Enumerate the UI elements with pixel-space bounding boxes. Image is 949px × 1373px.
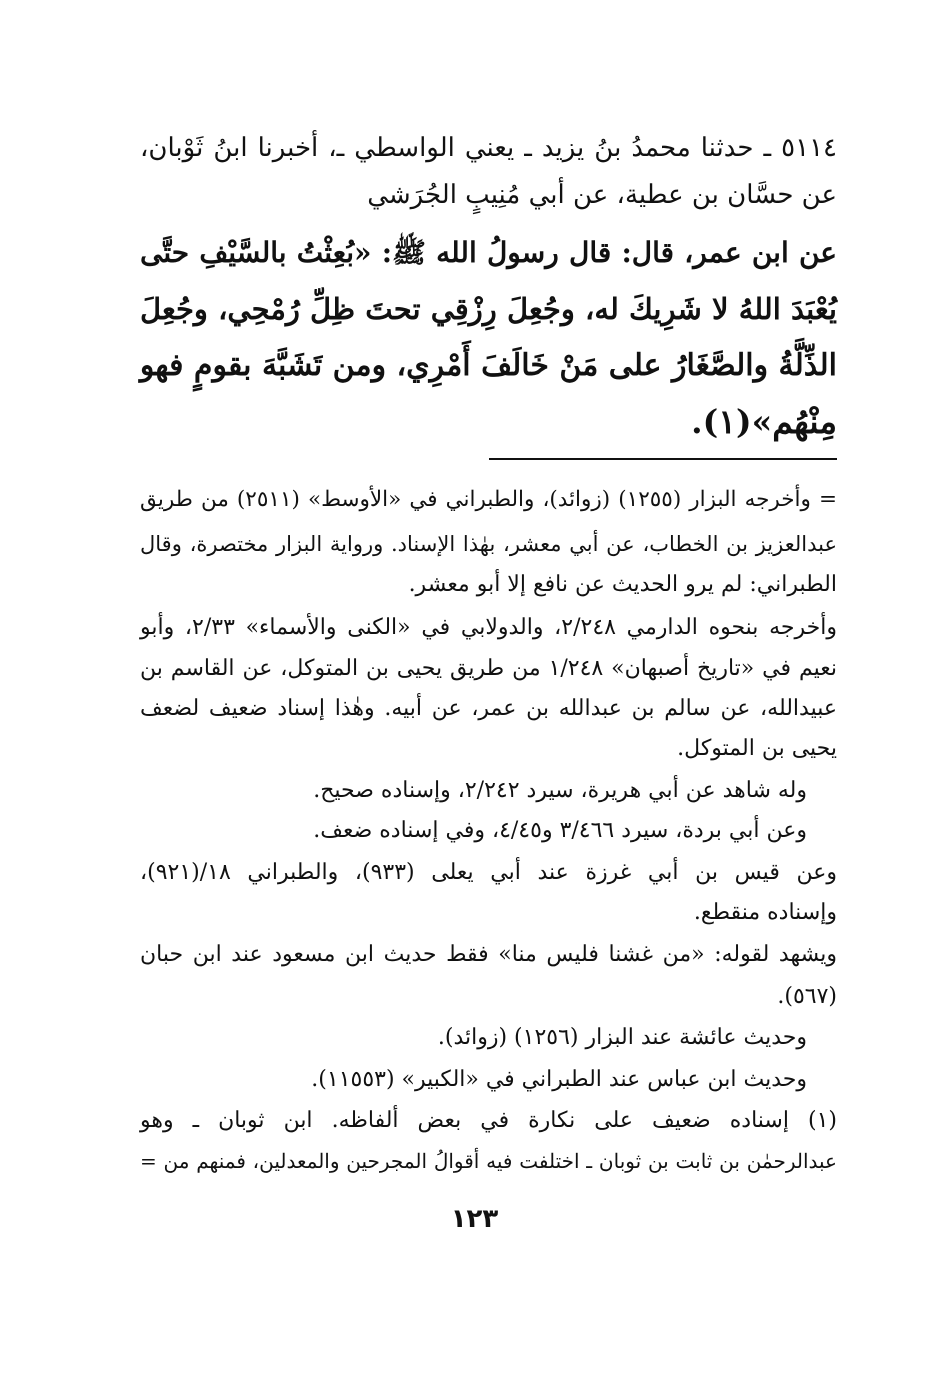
matn-line-3: الذِّلَّةُ والصَّغَارُ على مَنْ خَالَفَ أَمْرِي، ومن تَشَبَّهَ بقومٍ فهو: [139, 348, 837, 383]
footnote-line: الطبراني: لم يرو الحديث عن نافع إلا أبو معشر.: [408, 572, 837, 597]
footnote-line: وعن أبي بردة، سيرد ٣/٤٦٦ و٤/٤٥، وفي إسناده ضعف.: [313, 818, 807, 843]
footnote-line: (١) إسناده ضعيف على نكارة في بعض ألفاظه. ابن ثوبان ـ وهو: [140, 1108, 837, 1133]
footnote-line: وله شاهد عن أبي هريرة، سيرد ٢/٢٤٢، وإسناده صحيح.: [313, 778, 807, 803]
page-number: ١٢٣: [450, 1204, 499, 1234]
matn-line-1: عن ابن عمر، قال: قال رسولُ الله ﷺ: «بُعِثْتُ بالسَّيْفِ حتَّى: [140, 236, 837, 269]
isnad-line-2: عن حسَّان بن عطية، عن أبي مُنِيبٍ الجُرَشي: [367, 180, 837, 210]
footnote-line: وحديث عائشة عند البزار (١٢٥٦) (زوائد).: [437, 1025, 807, 1050]
matn-line-4: مِنْهُم»(١).: [691, 402, 837, 441]
footnote-line: ويشهد لقوله: «من غشنا فليس منا» فقط حديث ابن مسعود عند ابن حبان: [140, 942, 837, 967]
footnote-line: نعيم في «تاريخ أصبهان» ١/٢٤٨ من طريق يحيى بن المتوكل، عن القاسم بن: [140, 656, 837, 681]
footnote-separator: [489, 458, 837, 460]
footnote-line: وإسناده منقطع.: [693, 900, 837, 925]
footnote-line: عبدالعزيز بن الخطاب، عن أبي معشر، بهٰذا الإسناد. ورواية البزار مختصرة، وقال: [140, 532, 837, 556]
footnote-line: وأخرجه بنحوه الدارمي ٢/٢٤٨، والدولابي في «الكنى والأسماء» ٢/٣٣، وأبو: [140, 615, 837, 640]
matn-line-2: يُعْبَدَ اللهُ لا شَرِيكَ له، وجُعِلَ رِزْقِي تحتَ ظِلِّ رُمْحِي، وجُعِلَ: [140, 292, 837, 326]
footnote-line: يحيى بن المتوكل.: [677, 736, 837, 761]
footnote-line: عبيدالله، عن سالم بن عبدالله بن عمر، عن أبيه. وهٰذا إسناد ضعيف لضعف: [140, 696, 837, 721]
footnote-line: = وأخرجه البزار (١٢٥٥) (زوائد)، والطبراني في «الأوسط» (٢٥١١) من طريق: [140, 487, 837, 512]
footnote-line: عبدالرحمٰن بن ثابت بن ثوبان ـ اختلفت فيه أقوالُ المجرحين والمعدلين، فمنهم من =: [140, 1149, 837, 1173]
footnote-line: وحديث ابن عباس عند الطبراني في «الكبير» (١١٥٥٣).: [311, 1067, 807, 1092]
isnad-line-1: ٥١١٤ ـ حدثنا محمدُ بنُ يزيد ـ يعني الواسطي ـ، أخبرنا ابنُ ثَوْبان،: [140, 133, 837, 163]
footnote-line: (٥٦٧).: [777, 984, 837, 1009]
footnote-line: وعن قيس بن أبي غرزة عند أبي يعلى (٩٣٣)، والطبراني ١٨/(٩٢١)،: [140, 860, 837, 885]
